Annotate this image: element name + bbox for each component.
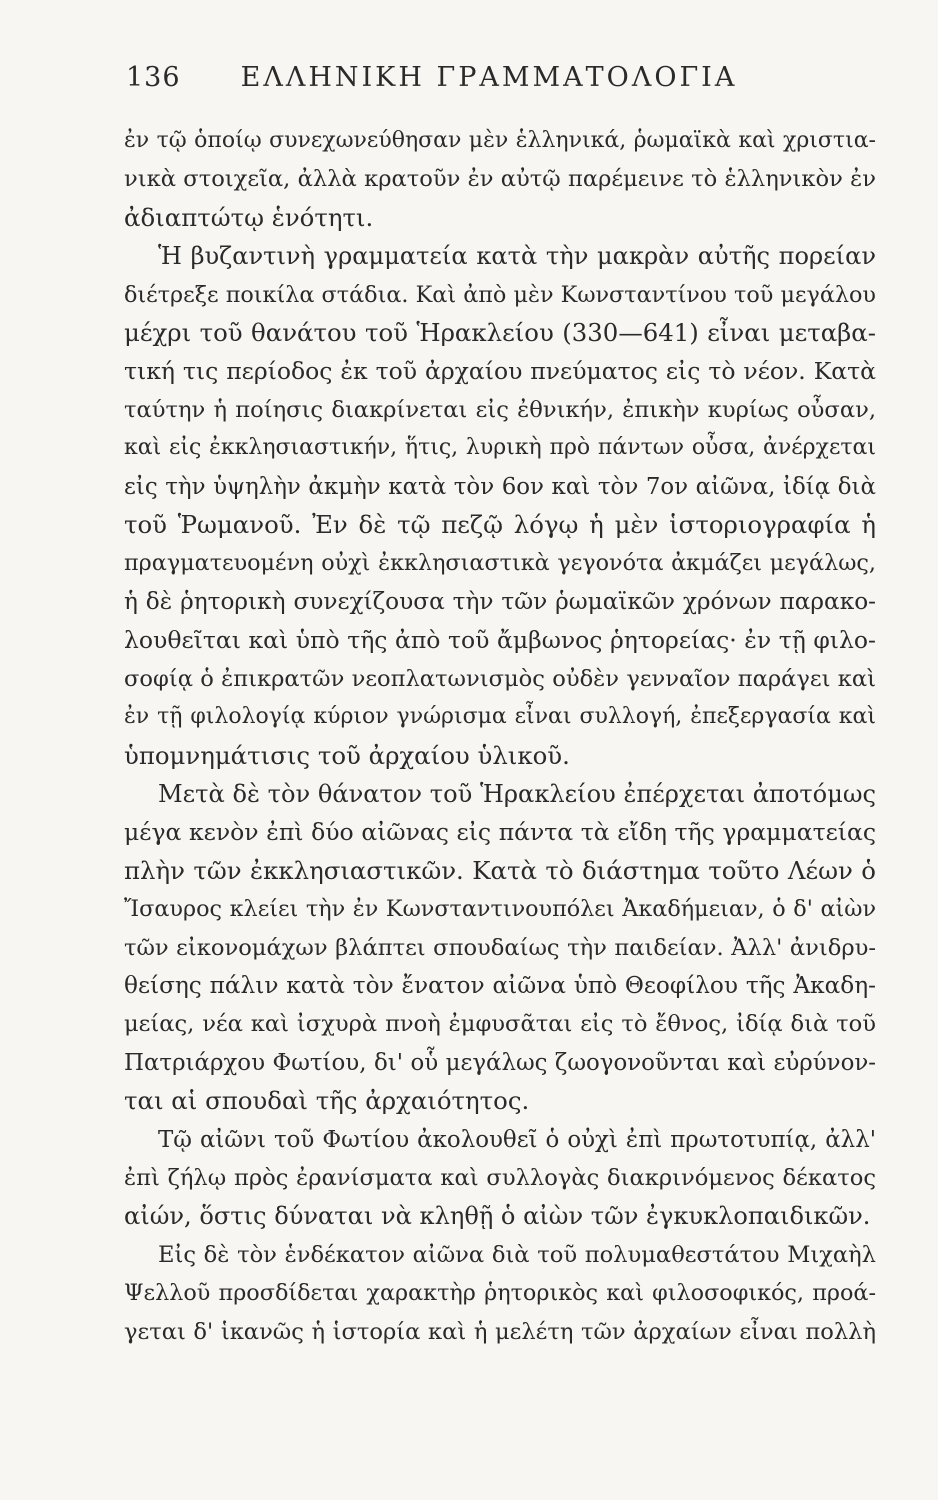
text-line: ταύτην ἡ ποίησις διακρίνεται εἰς ἐθνικήν, ἐπικὴν κυρίως οὖσαν, (124, 396, 876, 423)
text-line: ἀδιαπτώτῳ ἑνότητι. (124, 202, 374, 232)
text-line: πραγματευομένη οὐχὶ ἐκκλησιαστικὰ γεγονότα ἀκμάζει μεγάλως, (124, 550, 876, 577)
running-head (0, 62, 938, 106)
text-line: πλὴν τῶν ἐκκλησιαστικῶν. Κατὰ τὸ διάστημα τοῦτο Λέων ὁ (124, 855, 876, 885)
page-number: 136 (126, 62, 181, 93)
text-line: τῶν εἰκονομάχων βλάπτει σπουδαίως τὴν παιδείαν. Ἀλλ' ἀνιδρυ- (124, 934, 876, 961)
text-line: ἡ δὲ ῥητορικὴ συνεχίζουσα τὴν τῶν ῥωμαϊκῶν χρόνων παρακο- (124, 587, 876, 615)
text-line: ἐν τῷ ὁποίῳ συνεχωνεύθησαν μὲν ἑλληνικά, ῥωμαϊκὰ καὶ χριστια- (124, 128, 876, 153)
running-title: ΕΛΛΗΝΙΚΗ ΓΡΑΜΜΑΤΟΛΟΓΙΑ (240, 62, 738, 93)
text-line: μέχρι τοῦ θανάτου τοῦ Ἡρακλείου (330—641) εἶναι μεταβα- (124, 318, 876, 348)
text-line: ἐπὶ ζήλῳ πρὸς ἐρανίσματα καὶ συλλογὰς διακρινόμενος δέκατος (124, 1164, 876, 1191)
text-line: Μετὰ δὲ τὸν θάνατον τοῦ Ἡρακλείου ἐπέρχεται ἀποτόμως (158, 779, 876, 808)
text-line: καὶ εἰς ἐκκλησιαστικήν, ἥτις, λυρικὴ πρὸ πάντων οὖσα, ἀνέρχεται (124, 435, 876, 461)
text-line: γεται δ' ἱκανῶς ἡ ἱστορία καὶ ἡ μελέτη τῶν ἀρχαίων εἶναι πολλὴ (124, 1318, 876, 1345)
text-line: μείας, νέα καὶ ἰσχυρὰ πνοὴ ἐμφυσᾶται εἰς τὸ ἔθνος, ἰδίᾳ διὰ τοῦ (124, 1011, 876, 1038)
text-line: τική τις περίοδος ἐκ τοῦ ἀρχαίου πνεύματος εἰς τὸ νέον. Κατὰ (124, 357, 876, 386)
text-line: ται αἱ σπουδαὶ τῆς ἀρχαιότητος. (124, 1086, 530, 1116)
text-line: ὑπομνημάτισις τοῦ ἀρχαίου ὑλικοῦ. (124, 740, 570, 770)
text-line: θείσης πάλιν κατὰ τὸν ἔνατον αἰῶνα ὑπὸ Θεοφίλου τῆς Ἀκαδη- (124, 971, 876, 999)
text-line: τοῦ Ῥωμανοῦ. Ἐν δὲ τῷ πεζῷ λόγῳ ἡ μὲν ἱστοριογραφία ἡ (124, 510, 876, 540)
body-text (124, 122, 876, 1351)
text-line: Ψελλοῦ προσδίδεται χαρακτὴρ ῥητορικὸς καὶ φιλοσοφικός, προά- (124, 1280, 876, 1307)
text-line: αἰών, ὅστις δύναται νὰ κληθῇ ὁ αἰὼν τῶν ἐγκυκλοπαιδικῶν. (124, 1202, 871, 1231)
text-line: Ἡ βυζαντινὴ γραμματεία κατὰ τὴν μακρὰν αὐτῆς πορείαν (158, 242, 876, 271)
text-line: ἐν τῇ φιλολογίᾳ κύριον γνώρισμα εἶναι συλλογή, ἐπεξεργασία καὶ (124, 704, 876, 730)
text-line: νικὰ στοιχεῖα, ἀλλὰ κρατοῦν ἐν αὐτῷ παρέμεινε τὸ ἑλληνικὸν ἐν (124, 166, 876, 193)
text-line: λουθεῖται καὶ ὑπὸ τῆς ἀπὸ τοῦ ἄμβωνος ῥητορείας· ἐν τῇ φιλο- (124, 626, 876, 655)
text-line: εἰς τὴν ὑψηλὴν ἀκμὴν κατὰ τὸν 6ον καὶ τὸν 7ον αἰῶνα, ἰδίᾳ διὰ (124, 473, 876, 500)
text-line: σοφίᾳ ὁ ἐπικρατῶν νεοπλατωνισμὸς οὐδὲν γενναῖον παράγει καὶ (124, 665, 876, 692)
text-line: Πατριάρχου Φωτίου, δι' οὗ μεγάλως ζωογονοῦνται καὶ εὐρύνον- (124, 1049, 876, 1076)
text-line: Εἰς δὲ τὸν ἑνδέκατον αἰῶνα διὰ τοῦ πολυμαθεστάτου Μιχαὴλ (158, 1241, 876, 1268)
text-line: Ἴσαυρος κλείει τὴν ἐν Κωνσταντινουπόλει Ἀκαδήμειαν, ὁ δ' αἰὼν (124, 896, 876, 923)
text-line: Τῷ αἰῶνι τοῦ Φωτίου ἀκολουθεῖ ὁ οὐχὶ ἐπὶ πρωτοτυπίᾳ, ἀλλ' (158, 1126, 876, 1153)
text-line: μέγα κενὸν ἐπὶ δύο αἰῶνας εἰς πάντα τὰ εἴδη τῆς γραμματείας (124, 818, 876, 847)
text-line: διέτρεξε ποικίλα στάδια. Καὶ ἀπὸ μὲν Κωνσταντίνου τοῦ μεγάλου (124, 281, 876, 308)
